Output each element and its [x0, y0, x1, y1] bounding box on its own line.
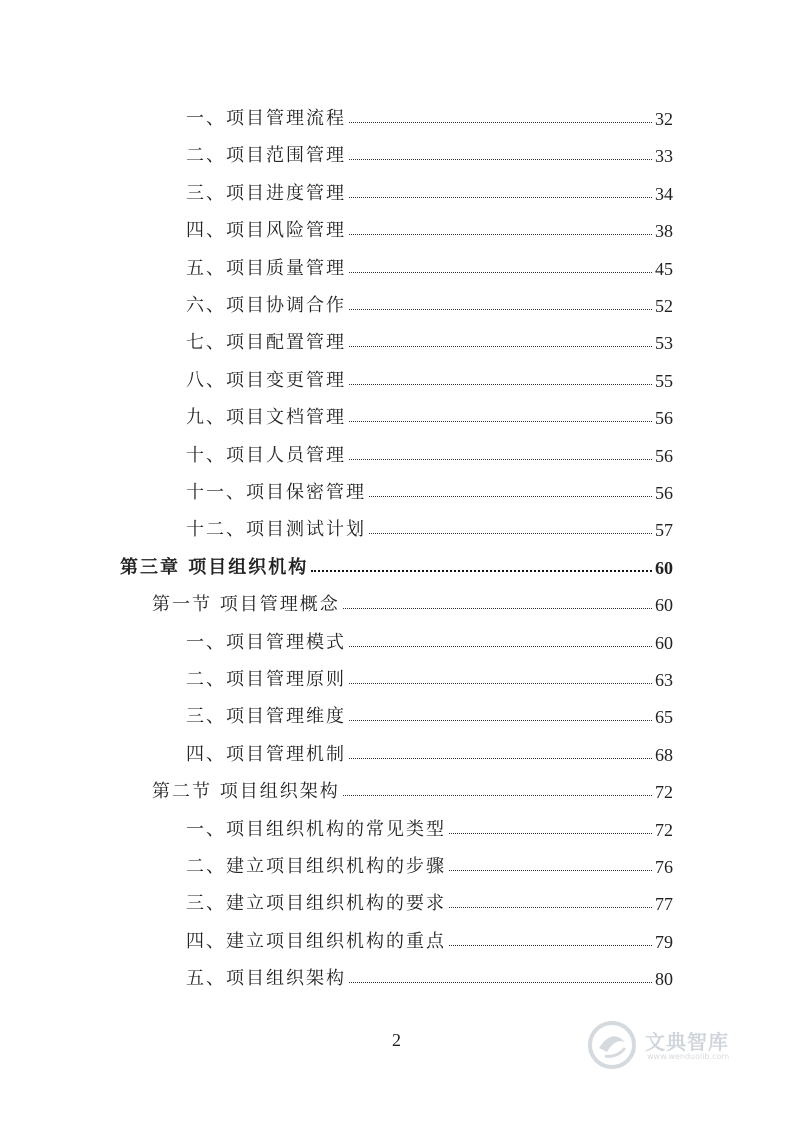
- toc-entry-title: 十一、项目保密管理: [186, 482, 366, 503]
- toc-entry-title: 三、项目进度管理: [186, 182, 346, 204]
- toc-entry[interactable]: [186, 250, 673, 280]
- watermark-url: www.wenduolib.com: [647, 1052, 730, 1061]
- toc-entry-title: 第三章 项目组织机构: [120, 556, 309, 578]
- dot-leader: [349, 234, 652, 235]
- toc-entry[interactable]: [186, 287, 673, 317]
- watermark-logo-icon: [585, 1018, 639, 1072]
- toc-entry[interactable]: [152, 773, 673, 803]
- dot-leader: [349, 459, 652, 460]
- dot-leader: [311, 570, 652, 572]
- toc-entry-title: 八、项目变更管理: [186, 369, 346, 391]
- dot-leader: [343, 795, 652, 796]
- toc-entry-page: 56: [655, 483, 673, 503]
- toc-entry[interactable]: [186, 212, 673, 242]
- toc-entry-page: 34: [655, 183, 673, 204]
- toc-entry-page: 77: [655, 894, 673, 915]
- toc-entry[interactable]: [186, 811, 673, 841]
- toc-entry-page: 76: [655, 857, 673, 877]
- toc-entry-title: 二、项目范围管理: [186, 145, 346, 167]
- dot-leader: [349, 159, 652, 160]
- dot-leader: [349, 683, 652, 684]
- page-number: 2: [392, 1030, 401, 1050]
- dot-leader: [343, 608, 652, 609]
- toc-entry-page: 60: [655, 557, 673, 578]
- toc-entry-title: 二、建立项目组织机构的步骤: [186, 856, 446, 877]
- toc-entry[interactable]: [186, 362, 673, 392]
- toc-entry-page: 60: [655, 632, 673, 653]
- toc-entry-page: 80: [655, 969, 673, 990]
- toc-entry-title: 四、项目风险管理: [186, 220, 346, 242]
- toc-entry[interactable]: [186, 960, 673, 990]
- toc-entry[interactable]: [186, 848, 673, 878]
- toc-entry-title: 四、项目管理机制: [186, 743, 346, 765]
- toc-entry-title: 十二、项目测试计划: [186, 519, 366, 541]
- watermark-text: 文典智库: [645, 1030, 729, 1054]
- toc-entry-page: 56: [655, 445, 673, 466]
- dot-leader: [349, 272, 652, 273]
- toc-entry-title: 七、项目配置管理: [186, 332, 346, 354]
- toc-entry-page: 63: [655, 670, 673, 690]
- toc-entry-page: 33: [655, 146, 673, 167]
- toc-entry-page: 72: [655, 782, 673, 803]
- watermark: [585, 1018, 775, 1072]
- dot-leader: [349, 720, 652, 721]
- toc-entry-page: 68: [655, 744, 673, 765]
- toc-entry[interactable]: [186, 736, 673, 766]
- toc-entry-page: 57: [655, 520, 673, 541]
- dot-leader: [349, 421, 652, 422]
- toc-entry-title: 十、项目人员管理: [186, 444, 346, 466]
- toc-entry[interactable]: [186, 100, 673, 130]
- toc-entry-title: 一、项目管理模式: [186, 631, 346, 653]
- toc-entry-title: 九、项目文档管理: [186, 407, 346, 429]
- dot-leader: [449, 833, 652, 834]
- toc-entry-title: 五、项目质量管理: [186, 257, 346, 279]
- dot-leader: [349, 982, 652, 983]
- dot-leader: [349, 758, 652, 759]
- dot-leader: [349, 122, 652, 123]
- toc-entry[interactable]: [152, 586, 673, 616]
- toc-entry-page: 32: [655, 109, 673, 129]
- toc-entry-page: 60: [655, 595, 673, 616]
- dot-leader: [449, 907, 652, 908]
- dot-leader: [349, 197, 652, 198]
- toc-entry[interactable]: [186, 399, 673, 429]
- toc-entry-page: 65: [655, 707, 673, 728]
- toc-entry[interactable]: [186, 137, 673, 167]
- toc-entry[interactable]: [186, 511, 673, 541]
- toc-entry-title: 第二节 项目组织架构: [152, 781, 340, 803]
- dot-leader: [349, 309, 652, 310]
- toc-entry-title: 三、项目管理维度: [186, 706, 346, 728]
- dot-leader: [369, 533, 652, 534]
- toc-entry[interactable]: [186, 885, 673, 915]
- toc-entry-title: 第一节 项目管理概念: [152, 594, 340, 616]
- dot-leader: [449, 945, 652, 946]
- toc-entry-page: 53: [655, 333, 673, 354]
- dot-leader: [349, 384, 652, 385]
- toc-entry[interactable]: [186, 698, 673, 728]
- toc-entry-page: 79: [655, 931, 673, 952]
- toc-entry-title: 二、项目管理原则: [186, 669, 346, 690]
- toc-entry-page: 45: [655, 258, 673, 279]
- toc-entry-page: 55: [655, 370, 673, 391]
- toc-entry-title: 四、建立项目组织机构的重点: [186, 930, 446, 952]
- toc-entry-page: 52: [655, 296, 673, 316]
- dot-leader: [349, 646, 652, 647]
- toc-entry-page: 72: [655, 819, 673, 840]
- dot-leader: [449, 870, 652, 871]
- toc-entry-title: 一、项目组织机构的常见类型: [186, 818, 446, 840]
- toc-entry[interactable]: [186, 661, 673, 691]
- toc-entry-page: 56: [655, 408, 673, 429]
- dot-leader: [349, 346, 652, 347]
- toc-entry[interactable]: [120, 549, 673, 579]
- toc-entry[interactable]: [186, 175, 673, 205]
- toc-entry-title: 五、项目组织架构: [186, 968, 346, 990]
- toc-entry-title: 三、建立项目组织机构的要求: [186, 893, 446, 915]
- toc-entry-page: 38: [655, 221, 673, 242]
- toc-entry[interactable]: [186, 474, 673, 504]
- toc-entry[interactable]: [186, 437, 673, 467]
- toc-entry[interactable]: [186, 324, 673, 354]
- dot-leader: [369, 496, 652, 497]
- toc-entry-title: 一、项目管理流程: [186, 108, 346, 129]
- toc-entry[interactable]: [186, 923, 673, 953]
- toc-entry-title: 六、项目协调合作: [186, 295, 346, 316]
- toc-entry[interactable]: [186, 624, 673, 654]
